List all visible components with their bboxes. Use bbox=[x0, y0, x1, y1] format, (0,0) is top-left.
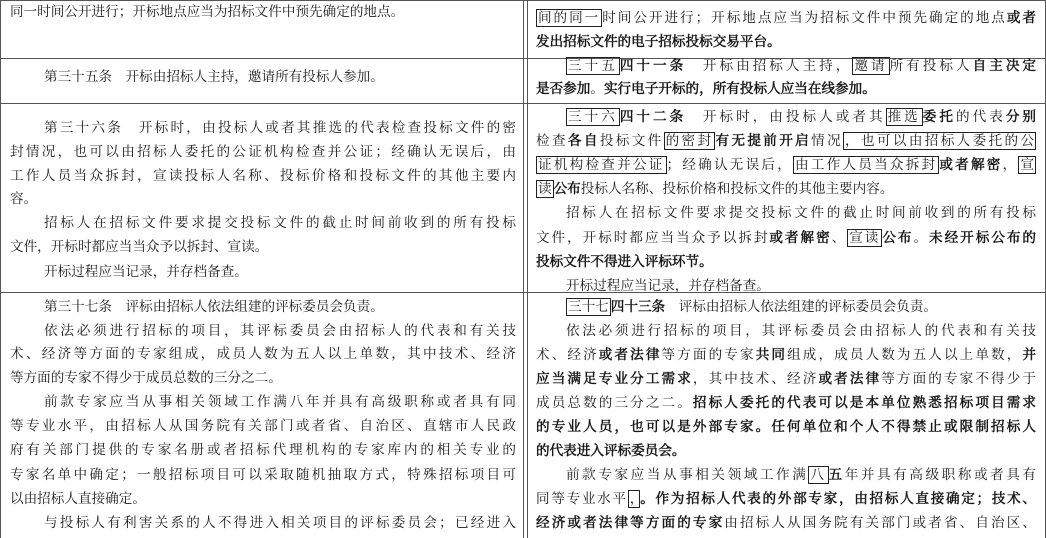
added-text: 的代表进入评标委员会。 bbox=[536, 443, 686, 459]
text-run: 检查 bbox=[536, 133, 568, 149]
right-clause-line bbox=[536, 131, 1036, 153]
text-run: 同等专业水平 bbox=[536, 491, 628, 507]
right-clause-line bbox=[536, 155, 1036, 177]
left-clause-line bbox=[10, 440, 516, 462]
right-clause-line bbox=[536, 441, 1036, 463]
left-clause-line bbox=[44, 392, 516, 414]
left-clause-line bbox=[10, 189, 516, 211]
text-run: 开标由招标人主持， bbox=[686, 58, 853, 74]
added-text: 或者解密 bbox=[939, 157, 1003, 173]
text-run: 开标过程应当记录，并存档备查。 bbox=[566, 278, 770, 294]
left-clause-line bbox=[10, 344, 516, 366]
text-run: 第三十六条 开标时，由投标人或者其推选的代表检查投标文件的密 bbox=[44, 120, 516, 136]
text-run: 文件，开标时都应当当众予以拆封、宣读。 bbox=[10, 239, 269, 255]
text-run: 投标人名称、投标价格和投标文件的其他主要内容。 bbox=[580, 181, 894, 197]
struck-original-text: 读 bbox=[538, 181, 552, 197]
left-clause-line bbox=[44, 262, 516, 284]
table-border-left bbox=[0, 0, 1, 538]
left-clause-line bbox=[10, 2, 516, 24]
text-run: 等方面的专家不得少于成员总数的三分之二。 bbox=[10, 370, 282, 386]
added-text: 的专业人员，也可以是外部专家。任何单位和个人不得禁止或限制招标人 bbox=[536, 419, 1036, 435]
right-clause-line bbox=[536, 32, 1036, 54]
right-clause-line bbox=[536, 228, 1036, 250]
right-clause-line bbox=[536, 79, 1036, 101]
added-text: 有无提前开启 bbox=[715, 133, 812, 149]
struck-original-text: 由工作人员当众拆封 bbox=[795, 157, 938, 173]
added-text: 公布 bbox=[553, 181, 581, 197]
left-clause-line bbox=[10, 368, 516, 390]
text-run: 评标由招标人依法组建的评标委员会负责。 bbox=[665, 299, 938, 315]
text-run: 由招标人从国务院有关部门或者省、自治区、 bbox=[724, 515, 1037, 531]
right-clause-line bbox=[566, 107, 1036, 129]
right-clause-line bbox=[536, 252, 1036, 274]
right-clause-line bbox=[566, 297, 1036, 319]
struck-original-text: 邀请 bbox=[854, 58, 888, 74]
left-clause-line bbox=[10, 166, 516, 188]
text-run: 年并具有高级职称或者具有 bbox=[844, 467, 1037, 483]
text-run: 依法必须进行招标的项目，其评标委员会由招标人的代表和有关技 bbox=[44, 323, 516, 339]
struck-original-text: 推选 bbox=[887, 109, 921, 125]
added-text: 或者解密 bbox=[769, 230, 832, 246]
text-run: 等方面的专家 bbox=[661, 347, 756, 363]
text-run: 招标人在招标文件要求提交投标文件的截止时间前收到的所有投标 bbox=[566, 205, 1036, 221]
struck-original-text: 八 bbox=[810, 467, 827, 483]
left-clause-line bbox=[10, 465, 516, 487]
text-run: 专家名单中确定；一般招标项目可以采取随机抽取方式，特殊招标项目可 bbox=[10, 467, 516, 483]
column-divider-inner bbox=[527, 0, 528, 538]
left-clause-line bbox=[44, 67, 516, 89]
left-clause-line bbox=[44, 118, 516, 140]
text-run: 术、经济等方面的专家组成，成员人数为五人以上单数，其中技术、经济 bbox=[10, 346, 516, 362]
left-clause-line bbox=[10, 416, 516, 438]
text-run: 组成，成员人数为五人以上单数， bbox=[787, 347, 1023, 363]
text-run: 同一时间公开进行；开标地点应当为招标文件中预先确定的地点。 bbox=[10, 4, 405, 20]
left-clause-line bbox=[44, 297, 516, 319]
added-text: 各自 bbox=[567, 133, 600, 149]
struck-original-text: 间的同一 bbox=[538, 10, 601, 26]
left-clause-line bbox=[44, 321, 516, 343]
right-clause-line bbox=[566, 56, 1036, 78]
struck-original-text: 的密封 bbox=[665, 133, 714, 149]
added-text: 并 bbox=[1022, 347, 1037, 363]
text-run: 成员总数的三分之二。 bbox=[536, 395, 693, 411]
text-run: 府有关部门提供的专家名册或者招标代理机构的专家库内的相关专业的 bbox=[10, 442, 516, 458]
struck-original-text: 三十六 bbox=[568, 109, 618, 125]
added-text: 公布 bbox=[882, 230, 914, 246]
text-run: 第三十七条 评标由招标人依法组建的评标委员会负责。 bbox=[44, 299, 384, 315]
text-run: 、 bbox=[831, 230, 848, 246]
struck-original-text: 证机构检查并公证 bbox=[538, 157, 665, 173]
right-clause-line bbox=[536, 8, 1036, 30]
right-clause-line bbox=[566, 321, 1036, 343]
right-clause-line bbox=[566, 203, 1036, 225]
text-run: 等方面的专家不得少于 bbox=[881, 371, 1037, 387]
added-text: 发出招标文件的电子招标投标交易平台。 bbox=[536, 34, 781, 50]
right-clause-line bbox=[536, 513, 1036, 535]
added-text: 或者 bbox=[1006, 10, 1037, 26]
text-run: 第三十五条 开标由招标人主持，邀请所有投标人参加。 bbox=[44, 69, 384, 85]
struck-original-text: 三十七 bbox=[568, 299, 609, 315]
text-run: 。 bbox=[590, 81, 604, 97]
text-run: 前款专家应当从事相关领域工作满八年并具有高级职称或者具有同 bbox=[44, 394, 516, 410]
struck-original-text: 宣读 bbox=[849, 230, 881, 246]
struck-original-text: 宣 bbox=[1020, 157, 1035, 173]
text-run: 时间公开进行；开标地点应当为招标文件中预先确定的地点 bbox=[602, 10, 1007, 26]
added-text: 或者法律 bbox=[598, 347, 662, 363]
left-clause-line bbox=[10, 489, 516, 511]
left-clause-line bbox=[44, 513, 516, 535]
text-run: ，其中技术、经济 bbox=[692, 371, 819, 387]
right-clause-line bbox=[536, 369, 1036, 391]
added-text: 招标人委托的代表可以是本单位熟悉招标项目需求 bbox=[692, 395, 1036, 411]
added-text: 或者法律 bbox=[818, 371, 882, 387]
text-run: 前款专家应当从事相关领域工作满 bbox=[566, 467, 809, 483]
added-text: 四十三条 bbox=[610, 299, 666, 315]
text-run: 等专业水平，由招标人从国务院有关部门或者省、自治区、直辖市人民政 bbox=[10, 418, 516, 434]
right-clause-line bbox=[536, 489, 1036, 511]
added-text: 自主决定 bbox=[972, 58, 1037, 74]
text-run: 招标人在招标文件要求提交投标文件的截止时间前收到的所有投标 bbox=[44, 215, 516, 231]
right-clause-line bbox=[536, 393, 1036, 415]
right-clause-line bbox=[536, 417, 1036, 439]
added-text: 共同 bbox=[755, 347, 788, 363]
added-text: 投标文件不得进入评标环节。 bbox=[536, 254, 713, 270]
row-divider bbox=[0, 103, 1046, 104]
added-text: 是否参加 bbox=[536, 81, 591, 97]
right-clause-line bbox=[536, 179, 1036, 201]
left-clause-line bbox=[10, 237, 516, 259]
text-run: 文件，开标时都应当当众予以拆封 bbox=[536, 230, 770, 246]
added-text: 分别 bbox=[1005, 109, 1037, 125]
text-run: 工作人员当众拆封，宣读投标人名称、投标价格和投标文件的其他主要内 bbox=[10, 168, 516, 184]
text-run: 依法必须进行招标的项目，其评标委员会由招标人的代表和有关技 bbox=[566, 323, 1036, 339]
text-run: 情况 bbox=[811, 133, 844, 149]
right-clause-line bbox=[566, 465, 1036, 487]
text-run: 术、经济 bbox=[536, 347, 599, 363]
text-run: 所有投标人 bbox=[889, 58, 973, 74]
text-run: 开标过程应当记录，并存档备查。 bbox=[44, 264, 248, 280]
added-text: 四十二条 bbox=[619, 109, 687, 125]
text-run: 的代表 bbox=[956, 109, 1006, 125]
struck-original-text: ， bbox=[629, 491, 639, 507]
added-text: 应当满足专业分工需求 bbox=[536, 371, 693, 387]
text-run: 以由招标人直接确定。 bbox=[10, 491, 146, 507]
text-run: 容。 bbox=[10, 191, 38, 207]
text-run: 封情况，也可以由招标人委托的公证机构检查并公证；经确认无误后，由 bbox=[10, 144, 516, 160]
added-text: 四十一条 bbox=[619, 58, 687, 74]
struck-original-text: 三十五 bbox=[568, 58, 618, 74]
right-clause-line bbox=[566, 276, 1036, 298]
added-text: 委托 bbox=[922, 109, 956, 125]
struck-original-text: ，也可以由招标人委托的公 bbox=[845, 133, 1035, 149]
text-run: 。 bbox=[913, 230, 930, 246]
added-text: 未经开标公布的 bbox=[929, 230, 1037, 246]
added-text: 实行电子开标的，所有投标人应当在线参加。 bbox=[603, 81, 876, 97]
text-run: ， bbox=[1002, 157, 1019, 173]
left-clause-line bbox=[10, 142, 516, 164]
row-divider-top bbox=[0, 0, 1046, 1]
text-run: 开标时，由投标人或者其 bbox=[686, 109, 886, 125]
added-text: 经济或者法律等方面的专家 bbox=[536, 515, 725, 531]
text-run: 投标文件 bbox=[599, 133, 664, 149]
added-text: 。作为招标人代表的外部专家，由招标人直接确定；技术、 bbox=[640, 491, 1037, 507]
text-run: ；经确认无误后， bbox=[666, 157, 794, 173]
text-run: 与投标人有利害关系的人不得进入相关项目的评标委员会；已经进入 bbox=[44, 515, 516, 531]
added-text: 五 bbox=[828, 467, 845, 483]
column-divider bbox=[523, 0, 524, 538]
right-clause-line bbox=[536, 345, 1036, 367]
left-clause-line bbox=[44, 213, 516, 235]
